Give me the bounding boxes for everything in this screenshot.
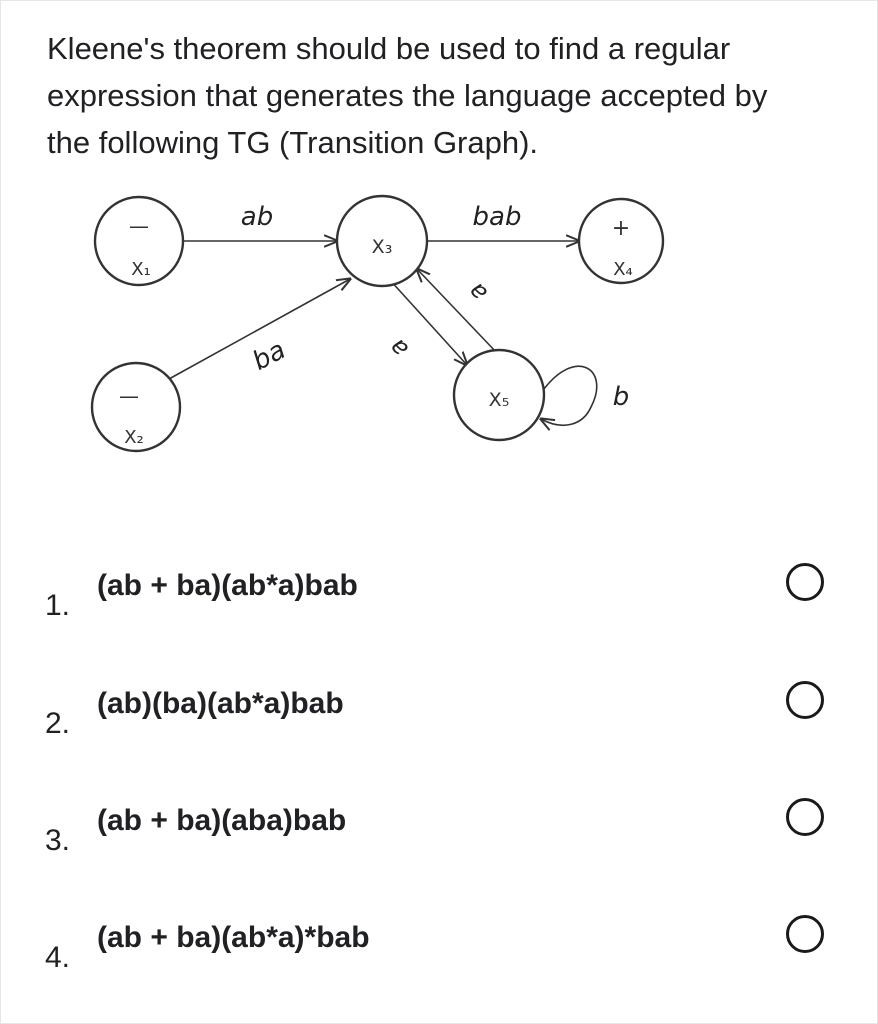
option-4-number: 4. xyxy=(45,941,71,974)
state-x5-label: X₅ xyxy=(488,389,510,411)
option-4-radio[interactable] xyxy=(786,915,824,953)
edge-label-ab: ab xyxy=(240,202,274,232)
transition-graph xyxy=(1,181,878,481)
question-text xyxy=(47,25,847,166)
option-1-expression: (ab + ba)(ab*a)bab xyxy=(97,569,358,602)
state-x3-label: X₃ xyxy=(371,236,393,258)
state-x1-mark: — xyxy=(129,214,149,238)
option-2-radio[interactable] xyxy=(786,681,824,719)
option-4[interactable] xyxy=(1,913,878,993)
transition-graph-svg xyxy=(1,181,878,481)
state-x1-label: X₁ xyxy=(131,259,151,280)
option-3-expression: (ab + ba)(aba)bab xyxy=(97,804,347,837)
option-1-radio[interactable] xyxy=(786,563,824,601)
option-4-expression: (ab + ba)(ab*a)*bab xyxy=(97,921,370,954)
edge-x5-x5-loop xyxy=(541,366,597,425)
state-x5 xyxy=(454,350,544,440)
option-2[interactable] xyxy=(1,679,878,759)
option-3-number: 3. xyxy=(45,824,71,857)
edge-label-bab: bab xyxy=(472,202,522,232)
state-x4-label: X₄ xyxy=(613,259,633,280)
state-x2 xyxy=(92,363,180,451)
edge-label-a-x3-x5: a xyxy=(383,333,414,364)
question-line-1: Kleene's theorem should be used to find a regular xyxy=(47,31,731,66)
option-1[interactable] xyxy=(1,561,878,641)
option-3-radio[interactable] xyxy=(786,798,824,836)
state-x3 xyxy=(337,196,427,286)
option-2-number: 2. xyxy=(45,707,71,740)
state-x4 xyxy=(579,199,663,283)
edge-label-a-x5-x3: a xyxy=(462,277,493,308)
option-1-number: 1. xyxy=(45,589,71,622)
state-x4-mark: + xyxy=(611,216,631,241)
question-line-2: expression that generates the language accepted by xyxy=(47,78,768,113)
edge-label-b-loop: b xyxy=(612,382,630,412)
state-x2-mark: — xyxy=(119,384,139,408)
edge-label-ba: ba xyxy=(247,335,291,377)
option-2-expression: (ab)(ba)(ab*a)bab xyxy=(97,687,344,720)
state-x2-label: X₂ xyxy=(124,427,144,448)
question-line-3: the following TG (Transition Graph). xyxy=(47,125,539,160)
state-x1 xyxy=(95,197,183,285)
option-3[interactable] xyxy=(1,796,878,876)
